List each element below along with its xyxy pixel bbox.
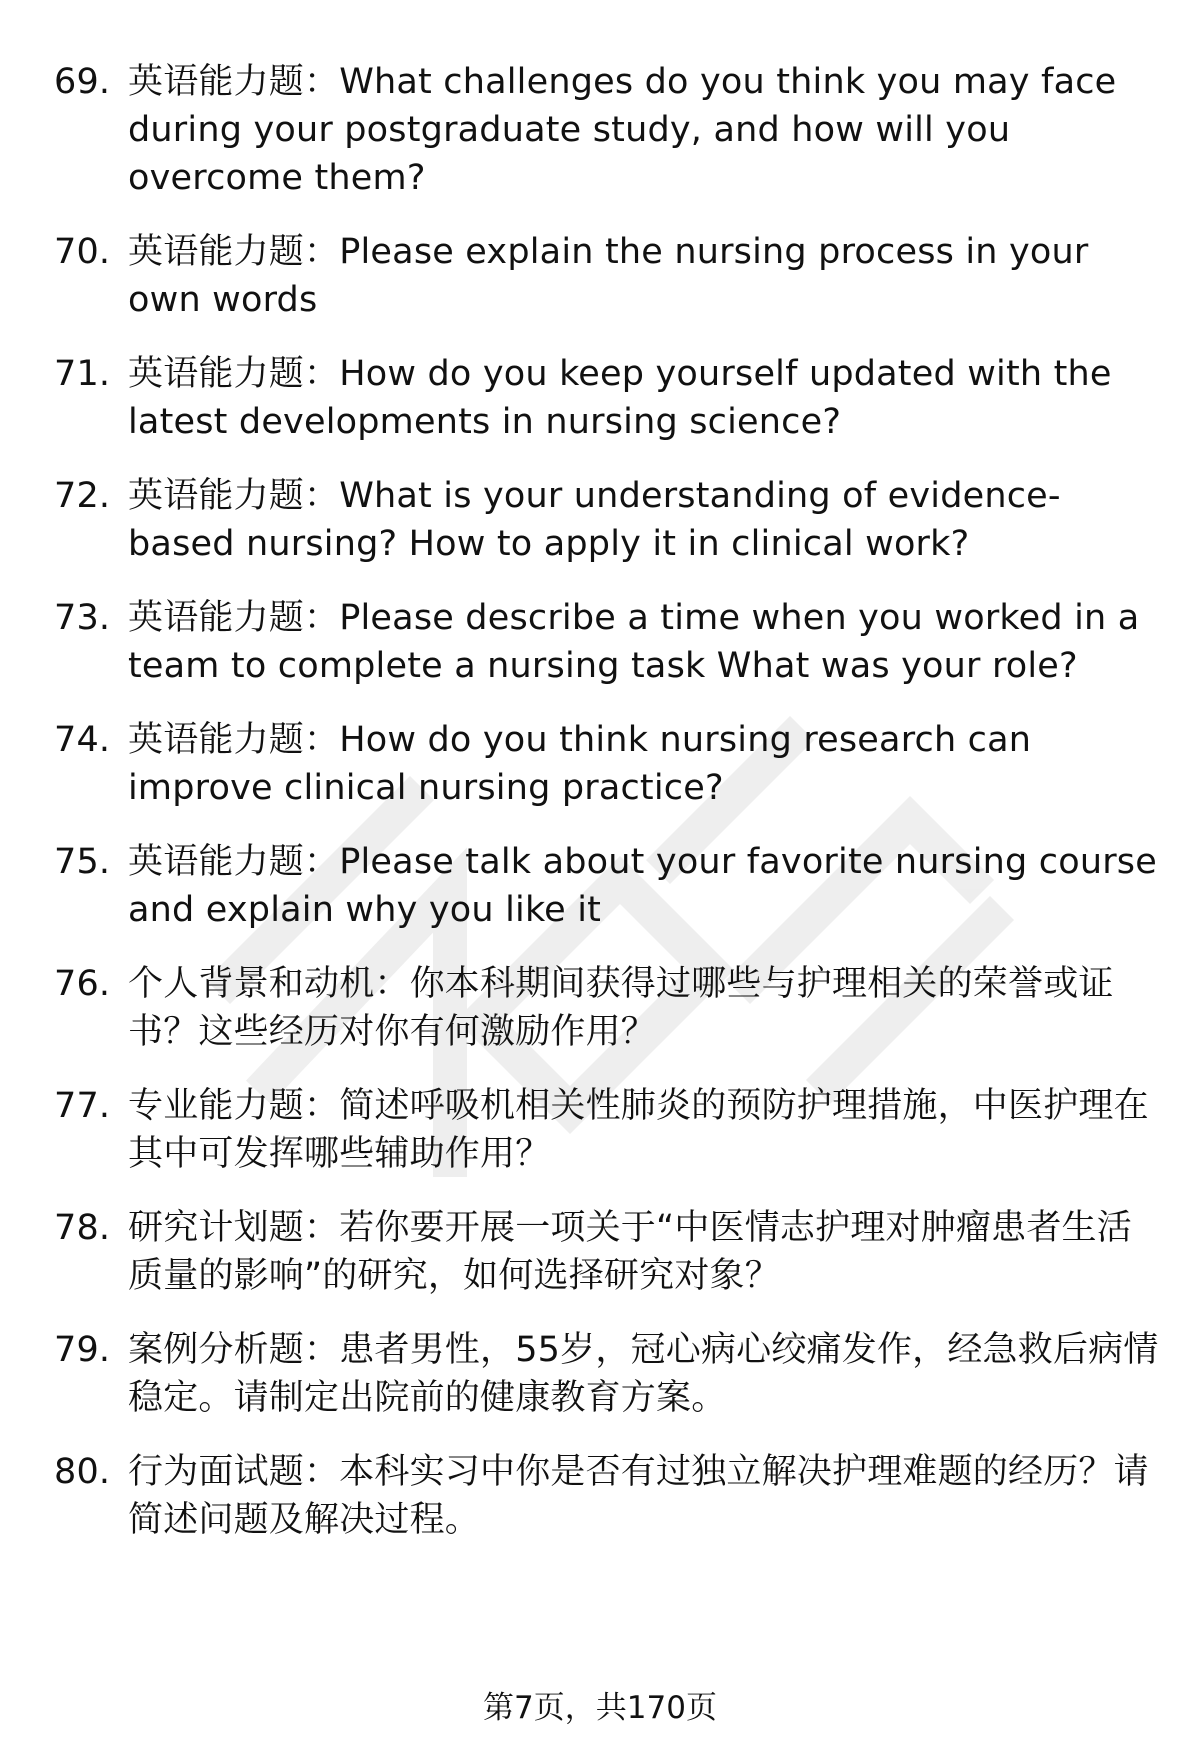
question-item-79	[0, 1326, 1200, 1422]
question-number: 70.	[54, 232, 111, 272]
question-category: 个人背景和动机：	[128, 964, 410, 1004]
question-number: 73.	[54, 598, 111, 638]
question-number: 77.	[54, 1086, 111, 1126]
question-number: 79.	[54, 1330, 111, 1370]
question-text: Please describe a time when you worked in a team to complete a nursing task What was your role?	[128, 598, 1140, 686]
question-text: 你本科期间获得过哪些与护理相关的荣誉或证书？这些经历对你有何激励作用？	[128, 964, 1114, 1052]
question-number: 75.	[54, 842, 111, 882]
question-item-78	[0, 1204, 1200, 1300]
question-category: 英语能力题：	[128, 476, 340, 516]
question-category: 研究计划题：	[128, 1208, 340, 1248]
question-item-80	[0, 1448, 1200, 1544]
question-text: 本科实习中你是否有过独立解决护理难题的经历？请简述问题及解决过程。	[128, 1452, 1149, 1540]
question-number: 72.	[54, 476, 111, 516]
question-category: 行为面试题：	[128, 1452, 340, 1492]
question-text: Please talk about your favorite nursing course and explain why you like it	[128, 842, 1157, 930]
page-number-footer: 第7页，共170页	[483, 1690, 717, 1726]
question-item-74	[0, 716, 1200, 812]
question-item-73	[0, 594, 1200, 690]
question-text: 患者男性，55岁，冠心病心绞痛发作，经急救后病情稳定。请制定出院前的健康教育方案。	[128, 1330, 1159, 1418]
question-text: Please explain the nursing process in your own words	[128, 232, 1089, 320]
question-text: What is your understanding of evidence-based nursing? How to apply it in clinical work?	[128, 476, 1061, 564]
question-text: 简述呼吸机相关性肺炎的预防护理措施，中医护理在其中可发挥哪些辅助作用？	[128, 1086, 1149, 1174]
question-number: 80.	[54, 1452, 111, 1492]
question-item-71	[0, 350, 1200, 446]
question-category: 案例分析题：	[128, 1330, 340, 1370]
question-category: 英语能力题：	[128, 62, 340, 102]
question-category: 英语能力题：	[128, 598, 340, 638]
question-item-70	[0, 228, 1200, 324]
question-category: 英语能力题：	[128, 842, 340, 882]
question-item-75	[0, 838, 1200, 934]
question-text: How do you think nursing research can improve clinical nursing practice?	[128, 720, 1032, 808]
question-text: How do you keep yourself updated with the latest developments in nursing science?	[128, 354, 1112, 442]
question-item-72	[0, 472, 1200, 568]
question-category: 英语能力题：	[128, 720, 340, 760]
question-list	[0, 58, 1200, 1570]
question-number: 74.	[54, 720, 111, 760]
question-number: 71.	[54, 354, 111, 394]
question-item-77	[0, 1082, 1200, 1178]
question-number: 76.	[54, 964, 111, 1004]
question-number: 78.	[54, 1208, 111, 1248]
question-number: 69.	[54, 62, 111, 102]
question-text: 若你要开展一项关于“中医情志护理对肿瘤患者生活质量的影响”的研究，如何选择研究对象？	[128, 1208, 1132, 1296]
question-text: What challenges do you think you may face during your postgraduate study, and how will you overcome them?	[128, 62, 1117, 198]
question-item-76	[0, 960, 1200, 1056]
question-category: 英语能力题：	[128, 232, 340, 272]
question-item-69	[0, 58, 1200, 202]
question-category: 专业能力题：	[128, 1086, 340, 1126]
question-category: 英语能力题：	[128, 354, 340, 394]
